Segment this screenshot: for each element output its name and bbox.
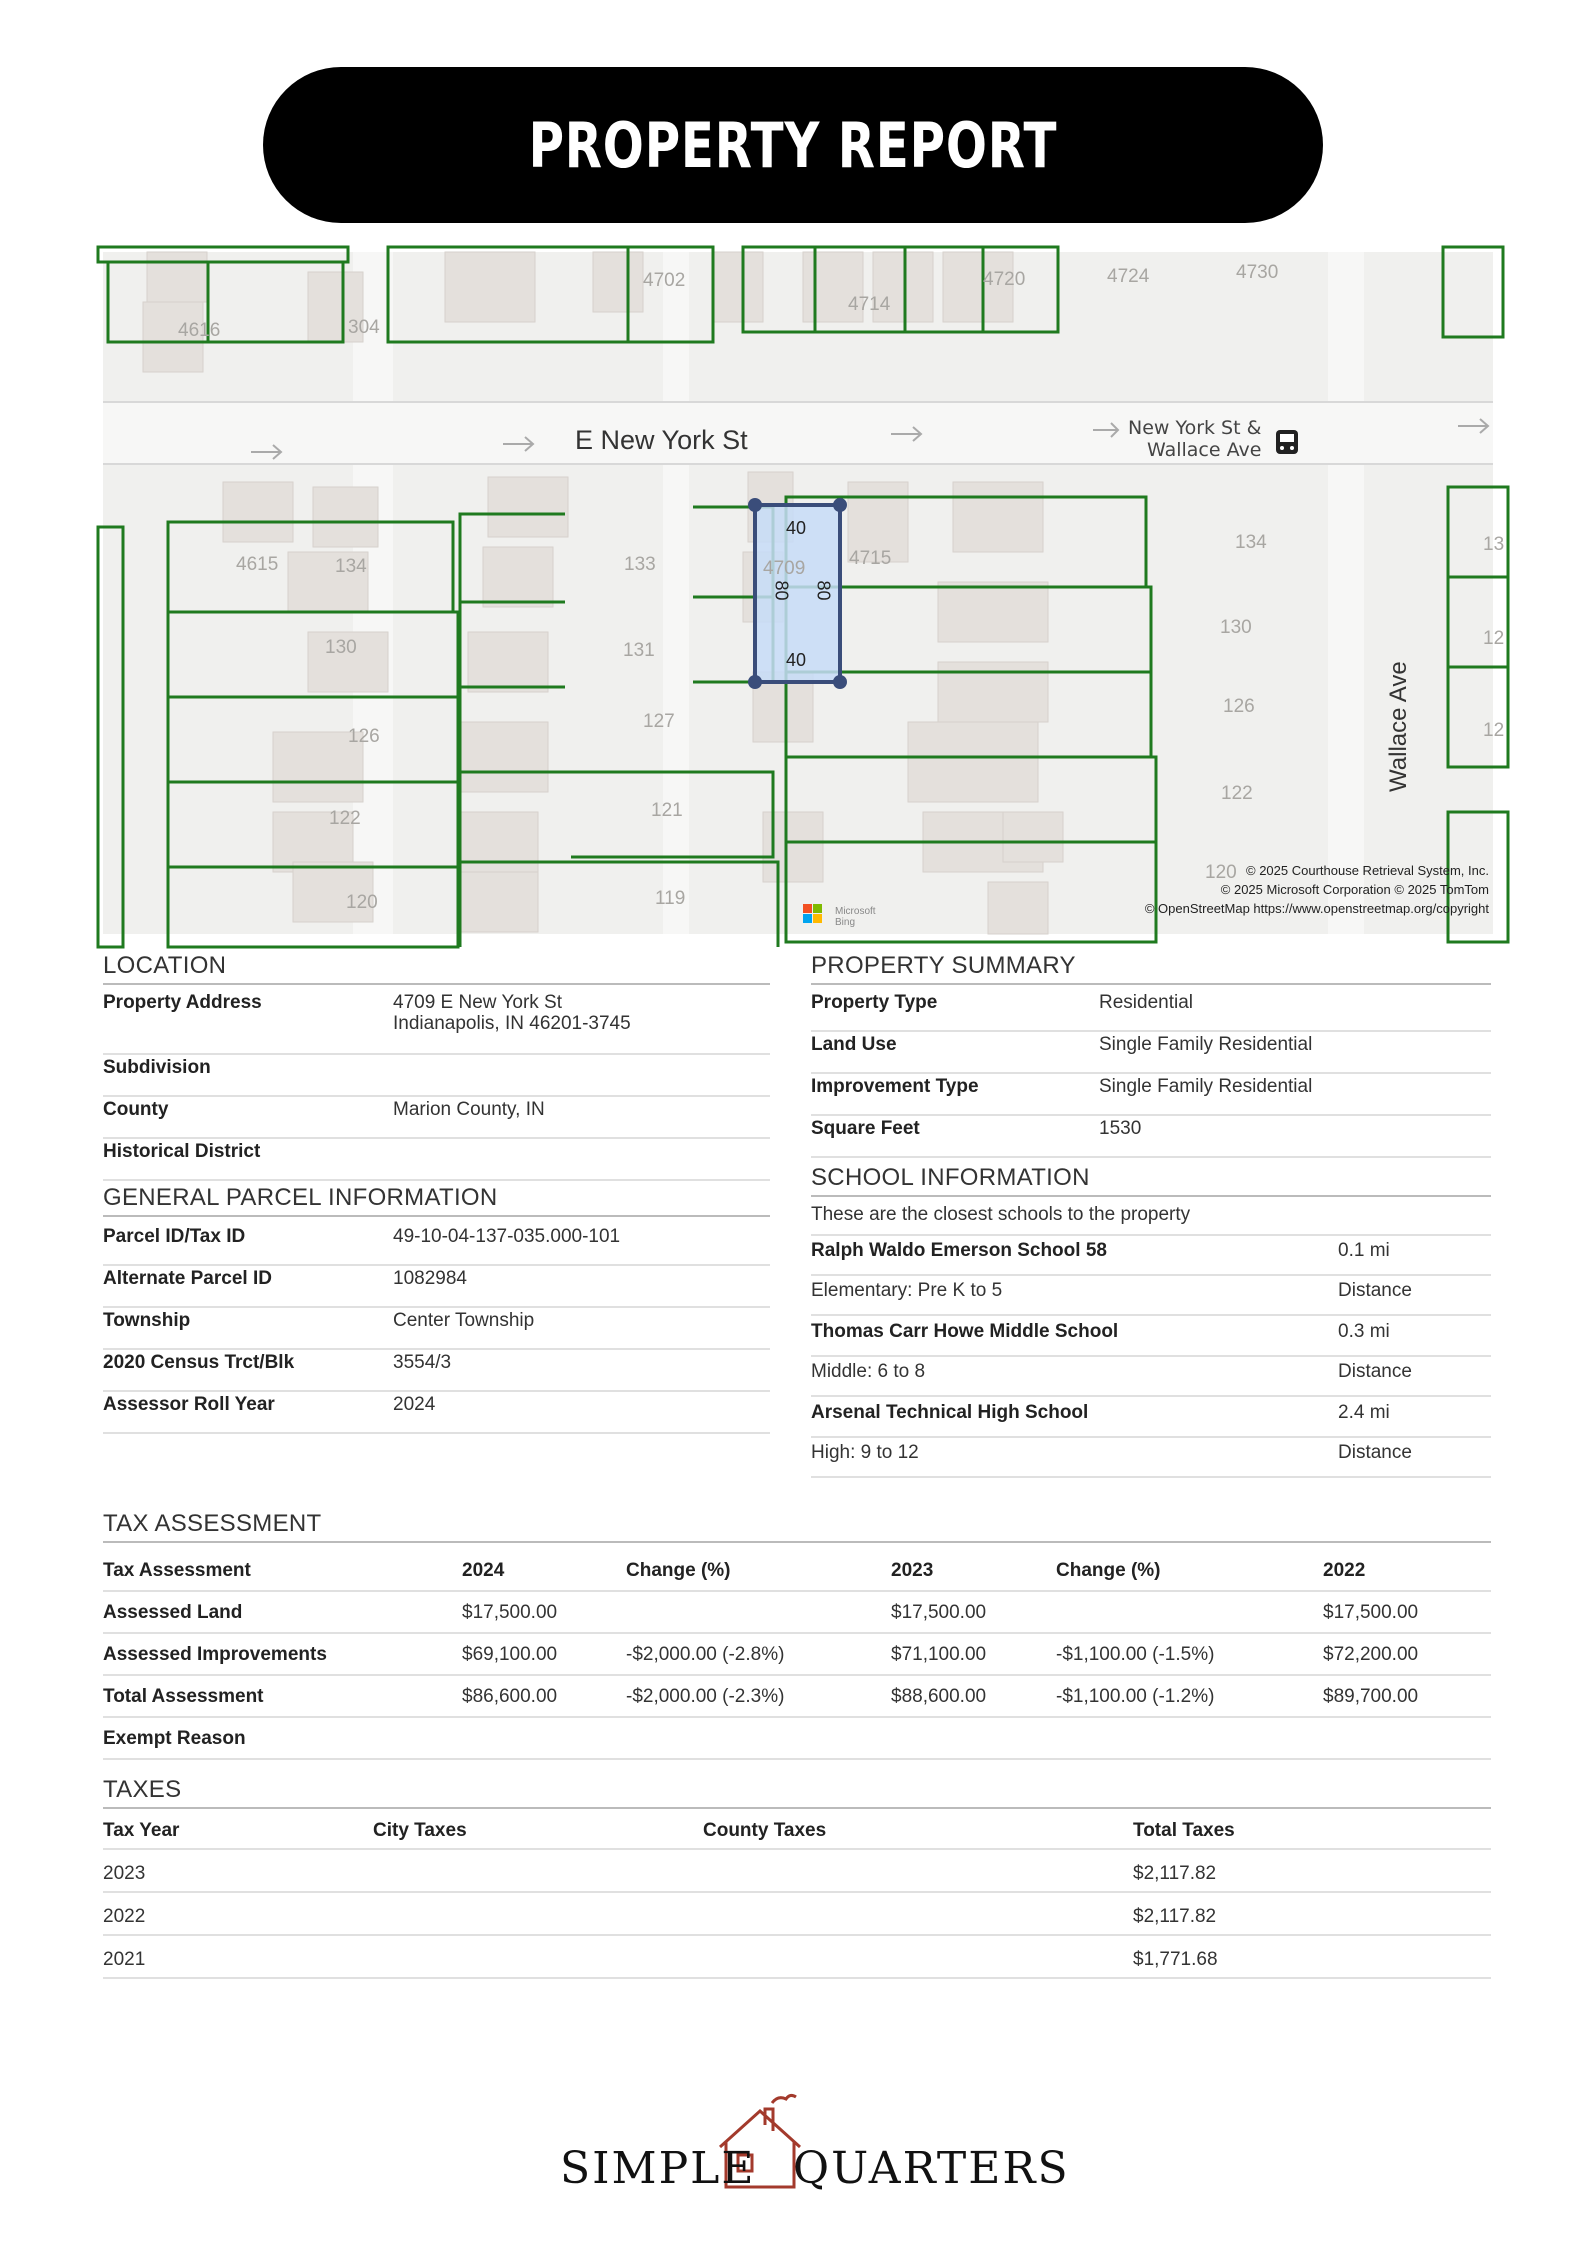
table-cell: -$2,000.00 (-2.3%) bbox=[626, 1686, 785, 1707]
table-row-divider bbox=[103, 1632, 1491, 1634]
bing-brand: Microsoft Bing bbox=[835, 906, 876, 928]
tax-assessment-title: TAX ASSESSMENT bbox=[103, 1510, 1491, 1543]
lot-label: 122 bbox=[329, 808, 361, 829]
kv-value-line: Center Township bbox=[393, 1310, 535, 1331]
table-cell: $89,700.00 bbox=[1323, 1686, 1419, 1707]
table-cell: $86,600.00 bbox=[462, 1686, 558, 1707]
kv-row bbox=[811, 1030, 1491, 1074]
table-header-cell: Total Taxes bbox=[1133, 1820, 1235, 1841]
parcel-dimension: 40 bbox=[786, 650, 807, 670]
table-row-divider bbox=[103, 1758, 1491, 1760]
street-label-wallace: Wallace Ave bbox=[1385, 661, 1412, 792]
kv-value-line: Indianapolis, IN 46201-3745 bbox=[393, 1013, 631, 1034]
kv-row bbox=[103, 1053, 770, 1097]
parcel-dimension: 40 bbox=[786, 518, 807, 538]
kv-label: Subdivision bbox=[103, 1057, 211, 1078]
school-distance: 0.3 mi bbox=[1338, 1321, 1390, 1342]
kv-row bbox=[103, 1095, 770, 1139]
kv-value bbox=[1099, 992, 1193, 1013]
lot-label: 4714 bbox=[848, 294, 891, 315]
bus-stop-icon bbox=[1276, 430, 1298, 454]
parcel-info-title: GENERAL PARCEL INFORMATION bbox=[103, 1184, 770, 1217]
school-level: High: 9 to 12 bbox=[811, 1442, 919, 1463]
table-cell: Assessed Improvements bbox=[103, 1644, 327, 1665]
lot-label: 13 bbox=[1483, 534, 1505, 555]
table-header-cell: Change (%) bbox=[626, 1560, 731, 1581]
taxes-title: TAXES bbox=[103, 1776, 1491, 1809]
kv-row bbox=[103, 1348, 770, 1392]
kv-label: County bbox=[103, 1099, 169, 1120]
school-distance: 0.1 mi bbox=[1338, 1240, 1390, 1261]
school-intro: These are the closest schools to the property bbox=[811, 1204, 1191, 1225]
table-row-divider bbox=[103, 1590, 1491, 1592]
lot-label: 12 bbox=[1483, 720, 1505, 741]
kv-value-line: Single Family Residential bbox=[1099, 1076, 1313, 1097]
table-cell: -$2,000.00 (-2.8%) bbox=[626, 1644, 785, 1665]
parcel-map[interactable] bbox=[103, 252, 1505, 934]
kv-value bbox=[1099, 1118, 1141, 1139]
kv-row bbox=[811, 1072, 1491, 1116]
table-cell: -$1,100.00 (-1.2%) bbox=[1056, 1686, 1215, 1707]
kv-row bbox=[103, 1390, 770, 1434]
lot-label: 4730 bbox=[1236, 262, 1279, 283]
school-intro-row bbox=[811, 1202, 1491, 1236]
lot-label: 4616 bbox=[178, 320, 221, 341]
kv-row bbox=[103, 988, 770, 1055]
table-header-cell: County Taxes bbox=[703, 1820, 827, 1841]
lot-label: 120 bbox=[1205, 862, 1237, 883]
kv-row bbox=[103, 1264, 770, 1308]
school-name-row bbox=[811, 1234, 1491, 1276]
kv-value-line: 1082984 bbox=[393, 1268, 467, 1289]
kv-value-line: 3554/3 bbox=[393, 1352, 452, 1373]
kv-label: 2020 Census Trct/Blk bbox=[103, 1352, 295, 1373]
lot-label: 121 bbox=[651, 800, 683, 821]
kv-value bbox=[393, 1352, 451, 1373]
table-cell: 2023 bbox=[103, 1863, 146, 1884]
kv-value bbox=[1099, 1034, 1312, 1055]
logo-text-left: SIMPLE bbox=[560, 2143, 756, 2194]
table-cell: $69,100.00 bbox=[462, 1644, 558, 1665]
kv-value-line: 1530 bbox=[1099, 1118, 1142, 1139]
table-row-divider bbox=[103, 1977, 1491, 1979]
lot-label: 4702 bbox=[643, 270, 686, 291]
school-name-row bbox=[811, 1315, 1491, 1357]
transit-stop-label[interactable]: New York St & Wallace Ave bbox=[1128, 417, 1262, 461]
school-distance-label: Distance bbox=[1338, 1442, 1412, 1463]
school-level: Middle: 6 to 8 bbox=[811, 1361, 926, 1382]
table-row-divider bbox=[103, 1934, 1491, 1936]
kv-value bbox=[1099, 1076, 1312, 1097]
lot-label: 304 bbox=[348, 317, 380, 338]
table-cell: Assessed Land bbox=[103, 1602, 243, 1623]
kv-label: Property Address bbox=[103, 992, 262, 1013]
property-summary-title: PROPERTY SUMMARY bbox=[811, 952, 1491, 985]
street-label: E New York St bbox=[575, 425, 748, 455]
school-name: Ralph Waldo Emerson School 58 bbox=[811, 1240, 1107, 1261]
table-header-cell: City Taxes bbox=[373, 1820, 467, 1841]
school-level-row bbox=[811, 1355, 1491, 1397]
kv-value bbox=[393, 1099, 545, 1120]
lot-label: 127 bbox=[643, 711, 675, 732]
table-row-divider bbox=[103, 1674, 1491, 1676]
table-cell: 2021 bbox=[103, 1949, 146, 1970]
map-canvas bbox=[103, 252, 1493, 934]
location-title: LOCATION bbox=[103, 952, 770, 985]
lot-label: 4615 bbox=[236, 554, 279, 575]
kv-label: Square Feet bbox=[811, 1118, 920, 1139]
table-cell: $2,117.82 bbox=[1133, 1906, 1217, 1927]
table-row-divider bbox=[103, 1716, 1491, 1718]
kv-row bbox=[103, 1306, 770, 1350]
lot-label: 130 bbox=[325, 637, 357, 658]
kv-row bbox=[103, 1137, 770, 1181]
table-cell: 2022 bbox=[103, 1906, 146, 1927]
kv-value bbox=[393, 992, 631, 1034]
lot-label: 12 bbox=[1483, 628, 1505, 649]
kv-label: Historical District bbox=[103, 1141, 261, 1162]
table-cell: $17,500.00 bbox=[462, 1602, 558, 1623]
kv-value-line: 49-10-04-137-035.000-101 bbox=[393, 1226, 621, 1247]
kv-row bbox=[811, 988, 1491, 1032]
lot-label: 134 bbox=[335, 556, 367, 577]
parcel-dimension: 80 bbox=[813, 580, 834, 601]
table-cell: $17,500.00 bbox=[891, 1602, 987, 1623]
kv-label: Parcel ID/Tax ID bbox=[103, 1226, 246, 1247]
kv-value-line: 2024 bbox=[393, 1394, 436, 1415]
table-cell: $1,771.68 bbox=[1133, 1949, 1218, 1970]
table-header-cell: 2022 bbox=[1323, 1560, 1366, 1581]
kv-value-line: Marion County, IN bbox=[393, 1099, 545, 1120]
logo-text-right: QUARTERS bbox=[793, 2143, 1070, 2194]
table-cell: $72,200.00 bbox=[1323, 1644, 1419, 1665]
lot-label: 122 bbox=[1221, 783, 1253, 804]
school-distance-label: Distance bbox=[1338, 1280, 1412, 1301]
kv-label: Land Use bbox=[811, 1034, 897, 1055]
lot-label: 120 bbox=[346, 892, 378, 913]
school-level-row bbox=[811, 1436, 1491, 1478]
table-header-cell: 2024 bbox=[462, 1560, 505, 1581]
kv-value-line: Residential bbox=[1099, 992, 1193, 1013]
kv-value bbox=[393, 1268, 467, 1289]
school-info-title: SCHOOL INFORMATION bbox=[811, 1164, 1491, 1197]
lot-label: 4720 bbox=[983, 269, 1026, 290]
kv-row bbox=[811, 1114, 1491, 1158]
kv-label: Township bbox=[103, 1310, 191, 1331]
table-header-cell: Change (%) bbox=[1056, 1560, 1161, 1581]
kv-label: Property Type bbox=[811, 992, 938, 1013]
kv-value bbox=[393, 1310, 534, 1331]
table-row-divider bbox=[103, 1891, 1491, 1893]
table-cell: $88,600.00 bbox=[891, 1686, 987, 1707]
lot-label: 4709 bbox=[763, 558, 806, 579]
table-row-divider bbox=[103, 1848, 1491, 1850]
lot-label: 133 bbox=[624, 554, 656, 575]
kv-value bbox=[393, 1226, 620, 1247]
school-name: Arsenal Technical High School bbox=[811, 1402, 1089, 1423]
kv-value-line: Single Family Residential bbox=[1099, 1034, 1313, 1055]
table-cell: Total Assessment bbox=[103, 1686, 264, 1707]
table-cell: $2,117.82 bbox=[1133, 1863, 1217, 1884]
simple-quarters-logo bbox=[560, 2085, 1070, 2195]
report-banner bbox=[263, 67, 1323, 223]
lot-label: 4724 bbox=[1107, 266, 1150, 287]
lot-label: 126 bbox=[348, 726, 380, 747]
school-name-row bbox=[811, 1396, 1491, 1438]
map-attribution: © 2025 Courthouse Retrieval System, Inc. © 2025 Microsoft Corporation © 2025 TomTom © OpenStreetMap https://www.openstreetmap.org/copyright bbox=[1144, 863, 1489, 916]
lot-label: 119 bbox=[655, 888, 686, 909]
lot-label: 4715 bbox=[849, 548, 892, 569]
table-header-cell: Tax Assessment bbox=[103, 1560, 251, 1581]
school-distance-label: Distance bbox=[1338, 1361, 1412, 1382]
table-header-cell: Tax Year bbox=[103, 1820, 180, 1841]
school-name: Thomas Carr Howe Middle School bbox=[811, 1321, 1119, 1342]
lot-label: 126 bbox=[1223, 696, 1255, 717]
page-title: PROPERTY REPORT bbox=[528, 108, 1058, 182]
school-level: Elementary: Pre K to 5 bbox=[811, 1280, 1003, 1301]
table-cell: $17,500.00 bbox=[1323, 1602, 1419, 1623]
kv-label: Alternate Parcel ID bbox=[103, 1268, 272, 1289]
kv-label: Assessor Roll Year bbox=[103, 1394, 275, 1415]
kv-value bbox=[393, 1394, 435, 1415]
school-level-row bbox=[811, 1274, 1491, 1316]
table-cell: -$1,100.00 (-1.5%) bbox=[1056, 1644, 1215, 1665]
kv-label: Improvement Type bbox=[811, 1076, 979, 1097]
table-header-cell: 2023 bbox=[891, 1560, 934, 1581]
lot-label: 134 bbox=[1235, 532, 1267, 553]
school-distance: 2.4 mi bbox=[1338, 1402, 1390, 1423]
table-cell: $71,100.00 bbox=[891, 1644, 987, 1665]
lot-label: 130 bbox=[1220, 617, 1252, 638]
parcel-dimension: 80 bbox=[771, 580, 792, 601]
table-cell: Exempt Reason bbox=[103, 1728, 246, 1749]
kv-row bbox=[103, 1222, 770, 1266]
lot-label: 131 bbox=[623, 640, 655, 661]
kv-value-line: 4709 E New York St bbox=[393, 992, 562, 1013]
